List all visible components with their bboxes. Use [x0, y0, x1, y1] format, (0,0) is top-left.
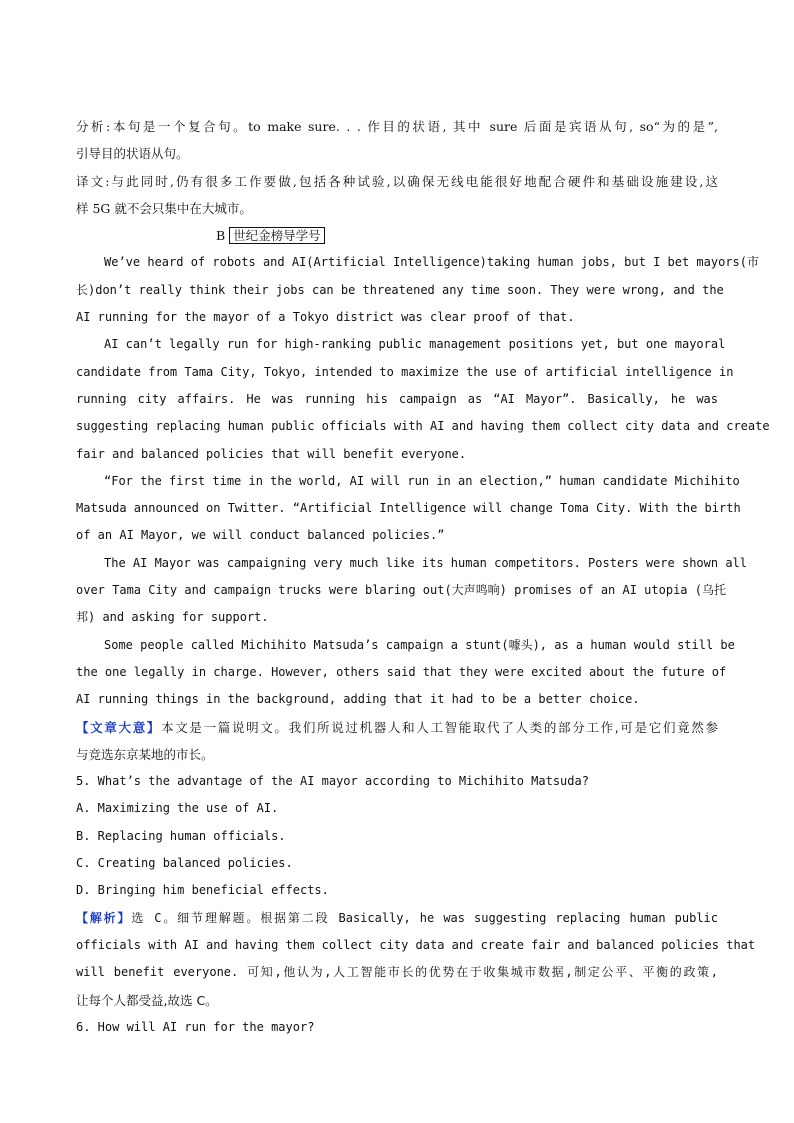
question-5-option-b: B. Replacing human officials.	[76, 828, 286, 843]
analysis-line-1: 分析:本句是一个复合句。to make sure. . . 作目的状语, 其中 sure 后面是宾语从句, so“为的是”,	[76, 119, 718, 134]
section-header	[76, 222, 718, 249]
question-5-option-c: C. Creating balanced policies.	[76, 856, 293, 871]
passage-p2-line-5: fair and balanced policies that will benefit everyone.	[76, 446, 467, 461]
passage-p5-line-3: AI running things in the background, adding that it had to be a better choice.	[76, 692, 640, 707]
question-5-stem: 5. What’s the advantage of the AI mayor according to Michihito Matsuda?	[76, 774, 589, 789]
passage-p2-line-1: AI can’t legally run for high-ranking public management positions yet, but one mayoral	[104, 337, 726, 352]
passage-p2-line-2: candidate from Tama City, Tokyo, intended to maximize the use of artificial intelligence in	[76, 364, 734, 379]
document-page	[76, 113, 770, 1041]
main-idea-line-2: 与竞选东京某地的市长。	[76, 746, 214, 762]
section-box-label: 世纪金榜导学号	[229, 227, 325, 244]
passage-p1-line-3: AI running for the mayor of a Tokyo district was clear proof of that.	[76, 310, 575, 325]
passage-p1-line-2: 长)don’t really think their jobs can be threatened any time soon. They were wrong, and the	[76, 282, 724, 297]
question-6-stem: 6. How will AI run for the mayor?	[76, 1019, 315, 1034]
section-letter: B	[216, 228, 226, 244]
passage-p1-line-1: We’ve heard of robots and AI(Artificial Intelligence)taking human jobs, but I bet mayors(市	[104, 255, 759, 270]
passage-p3-line-1: “For the first time in the world, AI will run in an election,” human candidate Michihito	[104, 473, 740, 488]
main-idea-tag: 【文章大意】	[76, 719, 162, 735]
main-idea-line-1	[76, 714, 718, 741]
translation-line-1: 译文:与此同时,仍有很多工作要做,包括各种试验,以确保无线电能很好地配合硬件和基础设施建设,这	[76, 173, 718, 189]
passage-p4-line-2: over Tama City and campaign trucks were blaring out(大声鸣响) promises of an AI utopia (乌托	[76, 583, 726, 598]
passage-p2-line-3: running city affairs. He was running his campaign as “AI Mayor”. Basically, he was	[76, 391, 718, 406]
question-5-option-d: D. Bringing him beneficial effects.	[76, 883, 329, 898]
main-idea-text-1: 本文是一篇说明文。我们所说过机器人和人工智能取代了人类的部分工作,可是它们竟然参	[161, 719, 718, 735]
passage-p2-line-4: suggesting replacing human public officials with AI and having them collect city data and create	[76, 419, 770, 434]
analysis-5-line-4: 让每个人都受益,故选 C。	[76, 992, 218, 1008]
analysis-5-line-2: officials with AI and having them collect city data and create fair and balanced policies that	[76, 937, 756, 952]
question-5-option-a: A. Maximizing the use of AI.	[76, 801, 279, 816]
analysis-5-text-1: 选 C。细节理解题。根据第二段 Basically, he was suggesting replacing human public	[131, 910, 718, 925]
translation-line-2: 样 5G 就不会只集中在大城市。	[76, 200, 252, 216]
analysis-5-line-1	[76, 905, 718, 932]
passage-p4-line-3: 邦) and asking for support.	[76, 610, 269, 625]
passage-p5-line-2: the one legally in charge. However, others said that they were excited about the future of	[76, 664, 727, 679]
passage-p4-line-1: The AI Mayor was campaigning very much like its human competitors. Posters were shown all	[104, 555, 747, 570]
passage-p5-line-1: Some people called Michihito Matsuda’s campaign a stunt(噱头), as a human would still be	[104, 637, 735, 652]
passage-p3-line-3: of an AI Mayor, we will conduct balanced policies.”	[76, 528, 445, 543]
passage-p3-line-2: Matsuda announced on Twitter. “Artificial Intelligence will change Toma City. With the birth	[76, 501, 741, 516]
analysis-5-line-3: will benefit everyone. 可知,他认为,人工智能市长的优势在于收集城市数据,制定公平、平衡的政策,	[76, 965, 718, 980]
analysis-line-2: 引导目的状语从句。	[76, 146, 189, 162]
analysis-5-tag: 【解析】	[76, 910, 132, 925]
